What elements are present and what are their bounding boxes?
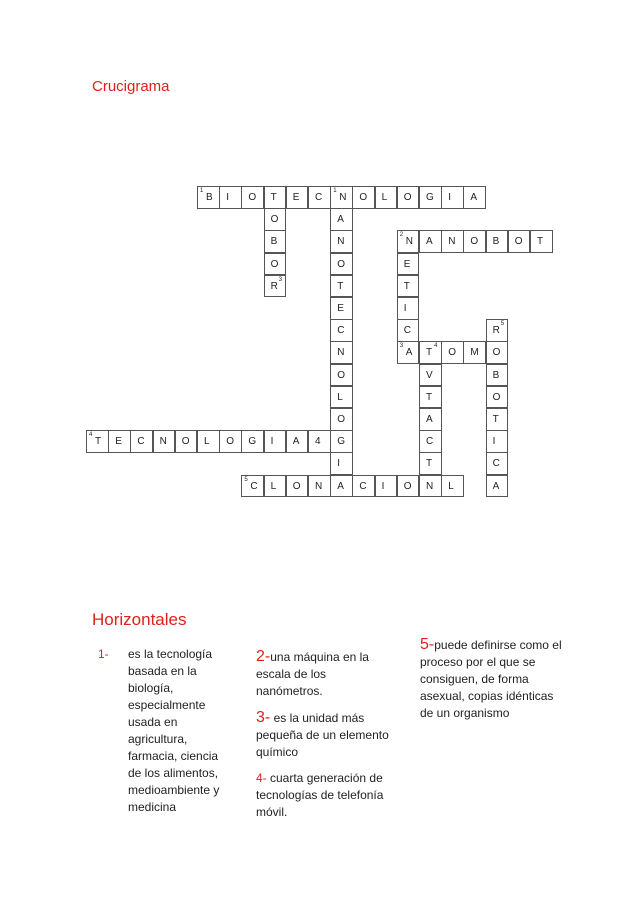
crossword-cell [330, 364, 353, 387]
crossword-cell [486, 408, 509, 431]
crossword-cell [330, 408, 353, 431]
clue-text: puede definirse como el proceso por el que se consiguen, de forma asexual, copias idénticas de un organismo [420, 638, 562, 720]
cell-letter: N [315, 480, 323, 492]
cell-letter: I [270, 436, 274, 448]
cell-letter: A [292, 436, 300, 448]
crossword-cell [264, 475, 287, 498]
cell-clue-number: 5 [500, 321, 505, 328]
crossword-cell [463, 341, 486, 364]
cell-letter: L [337, 391, 343, 403]
cell-letter: C [137, 436, 145, 448]
crossword-cell [419, 386, 442, 409]
cell-letter: C [426, 436, 434, 448]
crossword-cell [330, 430, 353, 453]
cell-letter: O [403, 192, 412, 203]
crossword-cell [108, 430, 131, 453]
cell-letter: A [492, 480, 500, 492]
cell-letter: I [381, 480, 385, 492]
cell-letter: O [337, 369, 345, 381]
crossword-cell [330, 452, 353, 475]
cell-letter: O [337, 414, 345, 425]
crossword-cell [397, 275, 420, 298]
cell-clue-number: 3 [278, 276, 283, 283]
cell-letter: L [204, 436, 210, 448]
crossword-cell [264, 208, 287, 231]
crossword-cell [219, 186, 242, 209]
cell-letter: T [492, 414, 499, 425]
cell-clue-number: 3 [399, 343, 404, 350]
cell-letter: A [470, 192, 478, 203]
cell-letter: I [337, 458, 340, 470]
cell-letter: C [315, 192, 323, 203]
clue-3 [256, 709, 396, 761]
cell-letter: T [426, 391, 433, 403]
cell-letter: N [405, 236, 414, 248]
crossword-cell [375, 186, 398, 209]
crossword-cell [486, 475, 509, 498]
cell-letter: T [426, 458, 433, 470]
crossword-cell [397, 475, 420, 498]
crossword-cell [286, 186, 309, 209]
cell-letter: L [270, 480, 277, 492]
cell-letter: M [470, 347, 479, 359]
cell-letter: E [337, 303, 344, 314]
cell-clue-number: 1 [200, 188, 204, 194]
cell-letter: C [492, 458, 500, 470]
cell-letter: I [403, 303, 407, 314]
crossword-cell [330, 230, 353, 253]
crossword-cell [308, 430, 331, 453]
crossword-cell [286, 430, 309, 453]
crossword-cell [330, 208, 353, 231]
cell-letter: O [337, 258, 345, 270]
cell-letter: N [339, 192, 347, 203]
cell-letter: N [159, 436, 167, 448]
cell-letter: T [95, 436, 102, 448]
crossword-cell [397, 253, 420, 276]
cell-letter: A [405, 347, 413, 359]
crossword-cell [86, 430, 109, 453]
cell-letter: E [115, 436, 122, 448]
cell-letter: O [448, 347, 456, 359]
cell-letter: O [292, 480, 301, 492]
crossword-cell [419, 364, 442, 387]
crossword-cell [397, 319, 420, 342]
crossword-cell [463, 230, 486, 253]
cell-letter: C [359, 480, 367, 492]
cell-letter: N [337, 347, 345, 359]
cell-letter: C [337, 325, 345, 337]
cell-letter: I [226, 192, 229, 203]
crossword-cell [419, 475, 442, 498]
cell-letter: O [181, 436, 190, 448]
cell-letter: O [226, 436, 234, 448]
cell-letter: O [270, 214, 279, 226]
crossword-cell [486, 452, 509, 475]
cell-letter: E [292, 192, 300, 203]
clue-text: es la tecnología basada en la biología, especialmente usada en agricultura, farmacia, ciencia de los alimentos, medioambiente y medicina [128, 647, 220, 814]
cell-letter: T [337, 280, 344, 292]
crossword-cell [264, 230, 287, 253]
clue-text: cuarta generación de tecnologías de telefonía móvil. [256, 771, 384, 819]
crossword-cell [286, 475, 309, 498]
crossword-cell [330, 341, 353, 364]
clue-2 [256, 648, 396, 700]
cell-clue-number: 2 [399, 232, 404, 239]
cell-letter: A [426, 236, 433, 248]
crossword-cell [486, 341, 509, 364]
cell-letter: O [514, 236, 523, 248]
cell-letter: G [337, 436, 345, 448]
crossword-cell [397, 230, 420, 253]
crossword-cell [330, 275, 353, 298]
crossword-cell [241, 430, 264, 453]
cell-letter: N [337, 236, 345, 248]
cell-letter: V [426, 369, 433, 381]
crossword-cell [241, 186, 264, 209]
cell-letter: B [206, 192, 213, 203]
crossword-cell [419, 408, 442, 431]
cell-letter: G [248, 436, 257, 448]
cell-letter: C [250, 480, 258, 492]
crossword-cell [264, 186, 287, 209]
cell-letter: I [492, 436, 496, 448]
cell-letter: G [426, 192, 434, 203]
crossword-cell [330, 319, 353, 342]
crossword-cell [419, 186, 442, 209]
cell-letter: T [537, 236, 544, 248]
crossword-cell [441, 475, 464, 498]
cell-letter: B [492, 369, 500, 381]
crossword-cell [330, 297, 353, 320]
crossword-cell [197, 430, 220, 453]
cell-letter: T [426, 347, 433, 359]
crossword-cell [508, 230, 531, 253]
crossword-cell [419, 452, 442, 475]
cell-letter: E [403, 258, 411, 270]
crossword-cell [308, 186, 331, 209]
cell-letter: A [426, 414, 433, 425]
crossword-cell [375, 475, 398, 498]
clues-column-2 [256, 648, 396, 830]
cell-letter: C [403, 325, 412, 337]
crossword-cell [264, 253, 287, 276]
crossword-cell [397, 341, 420, 364]
crossword-cell [352, 186, 375, 209]
cell-letter: R [492, 325, 500, 337]
crossword-cell [486, 430, 509, 453]
cell-letter: O [492, 347, 501, 359]
cell-letter: O [470, 236, 479, 248]
cell-letter: O [359, 192, 368, 203]
cell-letter: O [270, 258, 279, 270]
clue-number: 5- [420, 636, 435, 653]
clue-number: 1- [98, 647, 109, 661]
crossword-cell [397, 297, 420, 320]
cell-letter: L [381, 192, 388, 203]
cell-clue-number: 4 [434, 343, 438, 350]
crossword-cell [352, 475, 375, 498]
clue-number: 2- [256, 648, 271, 665]
crossword-cell [486, 386, 509, 409]
crossword-cell [175, 430, 198, 453]
cell-letter: O [492, 391, 501, 403]
clues-column-3 [420, 636, 565, 731]
crossword-cell [486, 364, 509, 387]
crossword-cell [130, 430, 153, 453]
crossword-cell [219, 430, 242, 453]
crossword-cell [264, 275, 287, 298]
crossword-cell [486, 230, 509, 253]
crossword-cell [330, 475, 353, 498]
crossword-cell [397, 186, 420, 209]
clue-text: es la unidad más pequeña de un elemento químico [256, 711, 389, 759]
cell-letter: A [337, 480, 344, 492]
horizontales-heading: Horizontales [92, 610, 187, 629]
cell-clue-number: 1 [333, 188, 337, 194]
page-title: Crucigrama [92, 78, 170, 95]
clue-4 [256, 770, 396, 821]
crossword-cell [419, 341, 442, 364]
clue-number: 3- [256, 709, 271, 726]
crossword-cell [419, 230, 442, 253]
cell-clue-number: 4 [89, 432, 93, 439]
crossword-cell [330, 386, 353, 409]
cell-letter: 4 [315, 436, 321, 448]
crossword-cell [419, 430, 442, 453]
cell-letter: B [492, 236, 500, 248]
clue-number: 4- [256, 771, 267, 785]
crossword-cell [330, 253, 353, 276]
crossword-cell [330, 186, 353, 209]
clue-text: una máquina en la escala de los nanómetros. [256, 650, 369, 698]
cell-letter: T [270, 192, 277, 203]
cell-letter: I [448, 192, 451, 203]
cell-letter: N [426, 480, 434, 492]
crossword-cell [197, 186, 220, 209]
cell-letter: O [248, 192, 257, 203]
crossword-cell [241, 475, 264, 498]
cell-letter: N [448, 236, 456, 248]
crossword-cell [441, 186, 464, 209]
crossword-cell [463, 186, 486, 209]
cell-clue-number: 5 [244, 476, 248, 483]
cell-letter: T [403, 280, 410, 292]
crossword-cell [441, 230, 464, 253]
clue-5 [420, 636, 565, 722]
crossword-cell [153, 430, 176, 453]
crossword-cell [530, 230, 553, 253]
crossword-cell [486, 319, 509, 342]
cell-letter: A [337, 214, 344, 226]
cell-letter: B [270, 236, 278, 248]
crossword-cell [441, 341, 464, 364]
crossword-cell [308, 475, 331, 498]
cell-letter: R [270, 280, 278, 292]
crossword-cell [264, 430, 287, 453]
cell-letter: O [403, 480, 412, 492]
cell-letter: L [448, 480, 454, 492]
